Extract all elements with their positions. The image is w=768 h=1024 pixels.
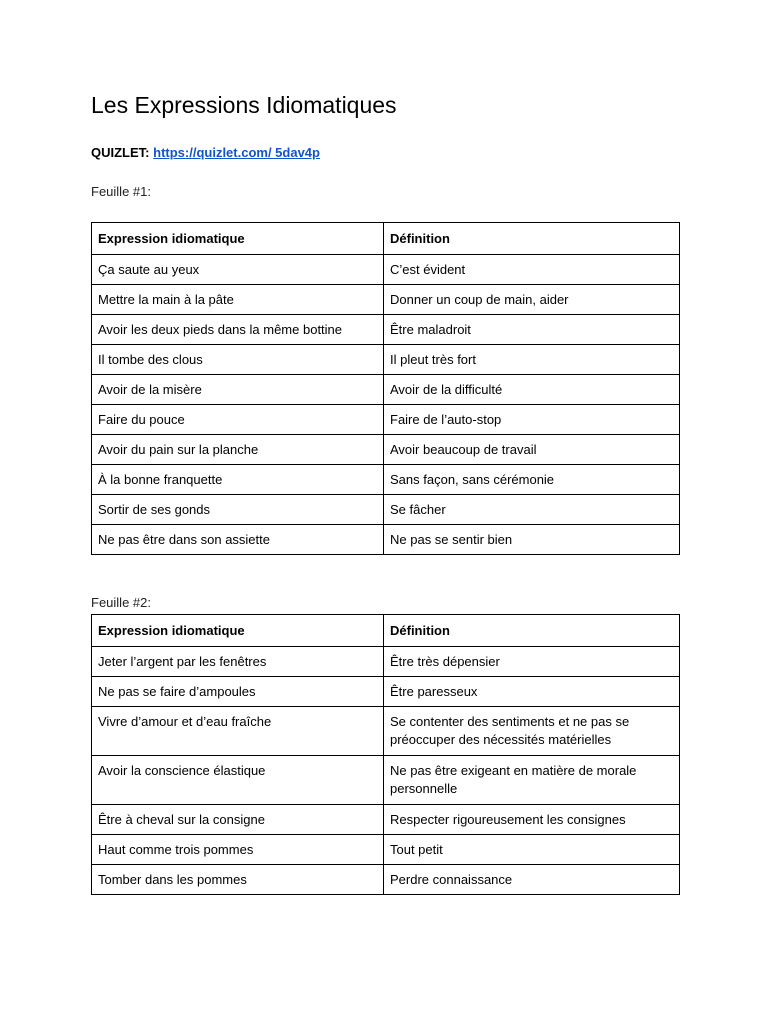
quizlet-line (91, 145, 320, 160)
expression-cell: Ça saute au yeux (92, 255, 384, 285)
expression-cell: Avoir de la misère (92, 375, 384, 405)
quizlet-link[interactable]: https://quizlet.com/ 5dav4p (153, 145, 320, 160)
column-header-definition: Définition (384, 615, 680, 647)
table-row (92, 285, 680, 315)
expression-cell: Mettre la main à la pâte (92, 285, 384, 315)
table-row (92, 647, 680, 677)
sheet-2-label: Feuille #2: (91, 595, 151, 610)
sheet-1-table (91, 222, 680, 555)
expression-cell: Faire du pouce (92, 405, 384, 435)
expression-cell: À la bonne franquette (92, 465, 384, 495)
table-header-row (92, 615, 680, 647)
table-row (92, 465, 680, 495)
expression-cell: Vivre d’amour et d’eau fraîche (92, 707, 384, 756)
sheet-1-label: Feuille #1: (91, 184, 151, 199)
sheet-2-table (91, 614, 680, 895)
expression-cell: Sortir de ses gonds (92, 495, 384, 525)
expression-cell: Ne pas se faire d’ampoules (92, 677, 384, 707)
table-row (92, 677, 680, 707)
table-row (92, 495, 680, 525)
table-row (92, 375, 680, 405)
expression-cell: Jeter l’argent par les fenêtres (92, 647, 384, 677)
expression-cell: Ne pas être dans son assiette (92, 525, 384, 555)
expression-cell: Avoir la conscience élastique (92, 756, 384, 805)
table-row (92, 315, 680, 345)
definition-cell: Se fâcher (384, 495, 680, 525)
table-row (92, 865, 680, 895)
table-row (92, 756, 680, 805)
definition-cell: Il pleut très fort (384, 345, 680, 375)
table-row (92, 345, 680, 375)
table-row (92, 405, 680, 435)
table-row (92, 707, 680, 756)
column-header-expression: Expression idiomatique (92, 615, 384, 647)
expression-cell: Tomber dans les pommes (92, 865, 384, 895)
definition-cell: Faire de l’auto-stop (384, 405, 680, 435)
definition-cell: Sans façon, sans cérémonie (384, 465, 680, 495)
definition-cell: Se contenter des sentiments et ne pas se préoccuper des nécessités matérielles (384, 707, 680, 756)
table-row (92, 525, 680, 555)
table-row (92, 835, 680, 865)
definition-cell: Perdre connaissance (384, 865, 680, 895)
definition-cell: C’est évident (384, 255, 680, 285)
definition-cell: Avoir de la difficulté (384, 375, 680, 405)
table-header-row (92, 223, 680, 255)
expression-cell: Il tombe des clous (92, 345, 384, 375)
expression-cell: Avoir les deux pieds dans la même bottine (92, 315, 384, 345)
quizlet-label: QUIZLET: (91, 145, 150, 160)
column-header-expression: Expression idiomatique (92, 223, 384, 255)
document-title: Les Expressions Idiomatiques (91, 92, 397, 118)
definition-cell: Ne pas être exigeant en matière de morale personnelle (384, 756, 680, 805)
expression-cell: Avoir du pain sur la planche (92, 435, 384, 465)
definition-cell: Être paresseux (384, 677, 680, 707)
definition-cell: Tout petit (384, 835, 680, 865)
table-row (92, 805, 680, 835)
expression-cell: Être à cheval sur la consigne (92, 805, 384, 835)
definition-cell: Donner un coup de main, aider (384, 285, 680, 315)
definition-cell: Avoir beaucoup de travail (384, 435, 680, 465)
definition-cell: Respecter rigoureusement les consignes (384, 805, 680, 835)
definition-cell: Être maladroit (384, 315, 680, 345)
expression-cell: Haut comme trois pommes (92, 835, 384, 865)
definition-cell: Être très dépensier (384, 647, 680, 677)
definition-cell: Ne pas se sentir bien (384, 525, 680, 555)
table-row (92, 435, 680, 465)
column-header-definition: Définition (384, 223, 680, 255)
table-row (92, 255, 680, 285)
